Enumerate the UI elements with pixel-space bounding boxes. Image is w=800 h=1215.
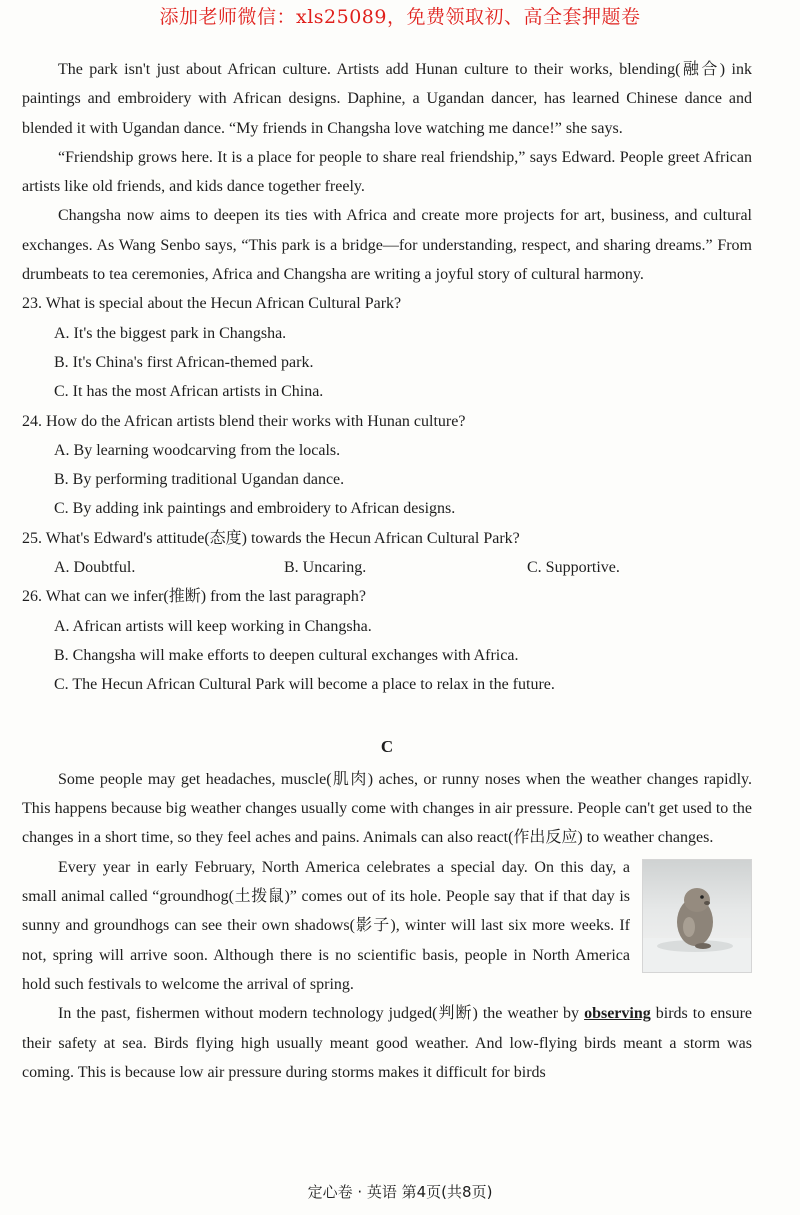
question-23 (22, 289, 752, 406)
groundhog-photo (642, 859, 752, 973)
groundhog-icon (643, 860, 751, 972)
groundhog-paragraph (22, 853, 752, 999)
text-run: birds to ensure their safety at sea. Birds flying high usually meant good weather. And low-flying birds meant a storm was coming. This is because low air pressure during storms makes it difficult for birds (22, 1005, 752, 1081)
question-stem: 24. How do the African artists blend their works with Hunan culture? (22, 412, 466, 430)
option-b: B. It's China's first African-themed park. (54, 353, 314, 371)
option-a: A. By learning woodcarving from the locals. (54, 441, 341, 459)
question-stem: 25. What's Edward's attitude(态度) towards the Hecun African Cultural Park? (22, 529, 520, 547)
passage-paragraph: Every year in early February, North America celebrates a special day. On this day, a small animal called “groundhog(土拨鼠)” comes out of its hole. People say that if that day is sunny and groundhogs can see their own shadows(影子), winter will last six more weeks. If not, spring will arrive soon. Although there is no scientific basis, people in North America hold such festivals to welcome the arrival of spring. (22, 858, 630, 993)
question-25 (22, 524, 752, 583)
section-title: C (380, 736, 394, 756)
option-c: C. The Hecun African Cultural Park will become a place to relax in the future. (54, 676, 555, 694)
promo-banner: 添加老师微信：xls25089，免费领取初、高全套押题卷 (159, 6, 641, 28)
option-c: C. It has the most African artists in China. (54, 383, 324, 401)
option-c: C. Supportive. (527, 559, 620, 577)
question-26 (22, 582, 752, 699)
option-b: B. By performing traditional Ugandan dance. (54, 471, 345, 489)
question-24 (22, 407, 752, 524)
options-row (22, 553, 752, 582)
option-a: A. Doubtful. (54, 559, 136, 577)
underlined-word: observing (584, 1005, 651, 1023)
page-content (22, 55, 752, 1087)
passage-paragraph: “Friendship grows here. It is a place for people to share real friendship,” says Edward. People greet African artists like old friends, and kids dance together freely. (22, 148, 752, 196)
option-b: B. Uncaring. (284, 559, 367, 577)
page-footer: 定心卷 · 英语 第4页(共8页) (307, 1183, 493, 1201)
option-a: A. African artists will keep working in Changsha. (54, 617, 372, 635)
passage-paragraph: Changsha now aims to deepen its ties with Africa and create more projects for art, business, and cultural exchanges. As Wang Senbo says, “This park is a bridge—for understanding, respect, and sharing dreams.” From drumbeats to tea ceremonies, Africa and Changsha are writing a joyful story of cultural harmony. (22, 207, 752, 284)
question-stem: 26. What can we infer(推断) from the last paragraph? (22, 588, 367, 606)
text-run: In the past, fishermen without modern technology judged(判断) the weather by (58, 1005, 585, 1023)
passage-paragraph: The park isn't just about African culture. Artists add Hunan culture to their works, blending(融合) ink paintings and embroidery with African designs. Daphine, a Ugandan dancer, has learned Chinese dance and blended it with Ugandan dance. “My friends in Changsha love watching me dance!” she says. (22, 61, 752, 137)
passage-paragraph: Some people may get headaches, muscle(肌肉) aches, or runny noses when the weather changes rapidly. This happens because big weather changes usually come with changes in air pressure. People can't get used to the changes in a short time, so they feel aches and pains. Animals can also react(作出反应) to weather changes. (22, 770, 752, 847)
question-stem: 23. What is special about the Hecun African Cultural Park? (22, 295, 402, 313)
option-c: C. By adding ink paintings and embroidery to African designs. (54, 500, 456, 518)
option-a: A. It's the biggest park in Changsha. (54, 324, 287, 342)
passage-paragraph (22, 999, 752, 1087)
option-b: B. Changsha will make efforts to deepen cultural exchanges with Africa. (54, 646, 519, 664)
